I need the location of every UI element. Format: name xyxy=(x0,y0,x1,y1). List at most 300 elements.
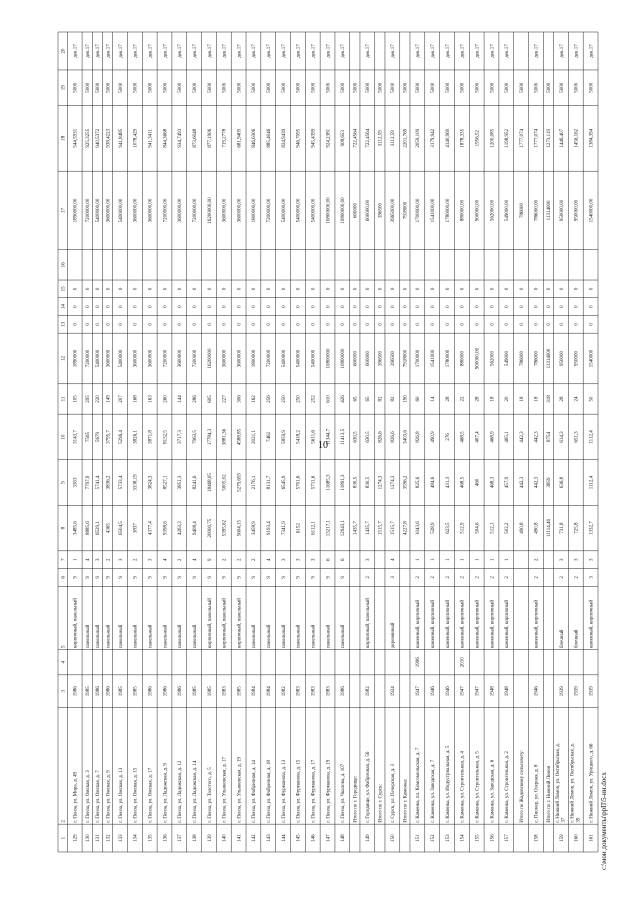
table-cell: 5000 xyxy=(353,82,359,93)
table-cell: 630,5 xyxy=(353,431,359,443)
table-cell: 5859,9 xyxy=(281,430,287,444)
table-cell: 9 xyxy=(311,576,317,579)
table-cell: 1982 xyxy=(366,686,372,697)
table-cell: 0 xyxy=(85,287,91,291)
table-header-cell: 14 xyxy=(61,304,67,310)
table-cell: 14 xyxy=(431,396,437,402)
table-cell: 37 xyxy=(561,817,567,823)
table-cell: г. Каменка, ул. Заводская, д. 7 xyxy=(431,759,437,823)
table-cell: 65 xyxy=(366,396,372,402)
table-cell: каменный, кирпичный xyxy=(475,599,481,649)
table-cell: дек.17 xyxy=(178,44,184,58)
table-cell: 6 xyxy=(326,558,332,561)
table-cell: 600000 xyxy=(366,350,372,366)
table-cell: 0 xyxy=(366,305,372,308)
table-cell: 0 xyxy=(547,323,553,326)
table-cell: г. Каменка, ул. Заводская, д. 6 xyxy=(490,759,496,823)
table-cell: 5000 xyxy=(559,82,565,93)
table-cell: 3836,2 xyxy=(106,475,112,490)
table-cell: 0 xyxy=(353,323,359,326)
table-cell: 2 xyxy=(366,576,372,579)
table-cell: 4365 xyxy=(106,523,112,534)
table-cell: 3965000,00 xyxy=(391,198,397,223)
table-cell: 484,6 xyxy=(431,476,437,489)
table-cell: 945,4399 xyxy=(311,128,317,148)
table-cell: 3 xyxy=(391,576,397,579)
table-cell: 9 xyxy=(163,576,169,579)
table-cell: 5000 xyxy=(341,82,347,93)
table-cell: 0 xyxy=(403,287,409,291)
table-cell: 0 xyxy=(73,323,79,326)
table-cell: 153 xyxy=(445,834,451,842)
table-cell: 7918000 xyxy=(403,349,409,368)
table-cell: 5000 xyxy=(475,82,481,93)
table-cell: 9 xyxy=(118,576,124,579)
table-header-cell: 4 xyxy=(61,660,67,664)
table-cell: 3600000,00 xyxy=(178,198,184,223)
table-cell: дек.17 xyxy=(490,44,496,58)
table-cell: 0 xyxy=(534,287,540,291)
table-cell: Итого по г. Сурск: xyxy=(378,784,384,823)
table-cell: 9 xyxy=(296,576,302,579)
table-cell: 900000,00 xyxy=(475,199,481,222)
table-cell: 0 xyxy=(391,305,397,308)
table-cell: 1112,4 xyxy=(589,475,595,490)
table-cell: Итого по Жадовскому сельсовету: xyxy=(519,750,525,823)
table-cell: г. Пенза, ул. Ульяновская, д. 19 xyxy=(237,756,243,823)
table-cell: 1 xyxy=(490,558,496,561)
table-cell: 396500 xyxy=(378,350,384,366)
table-cell: 9408,4 xyxy=(192,521,198,535)
table-cell: г. Пенза, ул. Фурманова, д. 19 xyxy=(326,759,332,823)
table-cell: 722,4564 xyxy=(366,128,372,148)
table-cell: 276 xyxy=(445,433,451,441)
table-cell: 0 xyxy=(490,323,496,326)
table-cell: 5000 xyxy=(148,82,154,93)
table-cell: 562000,00 xyxy=(490,199,496,222)
table-cell: панельный xyxy=(296,624,302,649)
table-cell: 2 xyxy=(222,558,228,561)
table-cell: 1700000 xyxy=(416,349,422,368)
table-cell: 252 xyxy=(311,395,317,403)
table-cell: 0 xyxy=(574,287,580,291)
table-cell: 946,7095 xyxy=(296,128,302,148)
table-cell: 2059,109 xyxy=(416,128,422,148)
table-cell: 4 xyxy=(163,558,169,561)
table-cell: г. Каменка, ул. Строительная, д. 4 xyxy=(460,751,466,823)
table-cell: 0 xyxy=(431,323,437,326)
table-cell: 0 xyxy=(267,323,273,326)
table-cell: 6504,5 xyxy=(118,521,124,535)
table-cell: 5000 xyxy=(106,82,112,93)
table-cell: 877,1906 xyxy=(207,128,213,148)
table-cell: 1948 xyxy=(505,686,511,697)
table-header-cell: 5 xyxy=(61,645,67,649)
table-cell: г. Пенза, ул. Фурманова, д. 13 xyxy=(281,759,287,823)
table-cell: деревянный xyxy=(391,622,397,649)
table-cell: 0 xyxy=(534,305,540,308)
table-cell: 7963,5 xyxy=(192,430,198,444)
table-cell: 2 xyxy=(445,576,451,579)
table-cell: 2 xyxy=(534,558,540,561)
table-cell: 5000 xyxy=(207,82,213,93)
table-cell: 10800000 xyxy=(341,348,347,369)
table-cell: 1540000,00 xyxy=(589,198,595,223)
table-cell: панельный xyxy=(163,624,169,649)
table-cell: 256 xyxy=(267,395,273,403)
table-cell: 18 xyxy=(534,396,540,402)
table-cell: 0 xyxy=(445,323,451,326)
table-cell: 5711,6 xyxy=(311,475,317,490)
table-cell: кирпичный, панельный xyxy=(207,598,213,649)
table-cell: 512,9 xyxy=(460,522,466,534)
table-cell: 4 xyxy=(85,558,91,561)
table-cell: 3 xyxy=(559,558,565,561)
table-cell: 465,1 xyxy=(505,431,511,443)
table-cell: кирпичный, панельный xyxy=(222,598,228,649)
table-cell: 2 xyxy=(133,558,139,561)
table-cell: 3826,1 xyxy=(133,430,139,444)
table-cell: 295 xyxy=(85,395,91,403)
table-cell: 1541000 xyxy=(431,349,437,368)
table-cell: 8132,5 xyxy=(163,430,169,444)
table-cell: 468,3 xyxy=(490,476,496,489)
table-cell: 1274,3 xyxy=(391,475,397,490)
table-cell: дек.17 xyxy=(281,44,287,58)
table-cell: 3112,59 xyxy=(391,130,397,147)
table-cell: 7797,9 xyxy=(85,475,91,490)
table-cell: 0 xyxy=(192,305,198,308)
table-cell: 130 xyxy=(85,834,91,842)
table-header-cell: 20 xyxy=(61,48,67,54)
table-cell: 4588,85 xyxy=(237,428,243,446)
table-cell: 0 xyxy=(534,323,540,326)
table-cell: 7200000,00 xyxy=(85,198,91,223)
table-cell: 0 xyxy=(353,305,359,308)
table-cell: 5000 xyxy=(281,82,287,93)
table-cell: 3 xyxy=(96,558,102,561)
table-cell: 0 xyxy=(133,287,139,291)
table-cell: г. Пенза, ул. Омская, д. 13 xyxy=(118,767,124,823)
table-cell: 460 xyxy=(475,478,481,487)
table-cell: 5000 xyxy=(534,82,540,93)
table-cell: 3596,2 xyxy=(403,475,409,490)
table-cell: дек.17 xyxy=(222,44,228,58)
footer-path: c:\мои документы\ррП\5-ин.docx xyxy=(600,772,608,870)
table-cell: 0 xyxy=(96,323,102,326)
table-cell: с. Пионер, ул. Озерная, д. 8 xyxy=(534,764,540,823)
table-cell: 152 xyxy=(431,834,437,842)
table-cell: каменный, кирпичный xyxy=(589,599,595,649)
table-cell: 0 xyxy=(118,323,124,326)
table-cell: 16200000,00 xyxy=(207,197,213,224)
table-cell: 2 xyxy=(475,576,481,579)
table-cell: дек.17 xyxy=(192,44,198,58)
table-cell: 934,7493 xyxy=(178,128,184,148)
table-cell: 512,1 xyxy=(490,522,496,534)
table-cell: г. Пенза, ул. Омская, д. 15 xyxy=(133,767,139,823)
table-cell: г. Пенза, ул. Чкалова, д. 107 xyxy=(341,763,347,823)
table-cell: 7200000,00 xyxy=(163,198,169,223)
table-cell: 0 xyxy=(281,287,287,291)
table-cell: дек.17 xyxy=(96,44,102,58)
table-cell: 82 xyxy=(378,396,384,402)
table-cell: 155 xyxy=(475,834,481,842)
table-cell: 0 xyxy=(148,287,154,291)
table-cell: 5000 xyxy=(96,82,102,93)
table-cell: 1947 xyxy=(460,686,466,697)
table-cell: 3 xyxy=(311,558,317,561)
table-cell: 2 xyxy=(559,576,565,579)
table-cell: 950000,00 xyxy=(574,199,580,222)
table-cell: 442,3 xyxy=(519,476,525,489)
table-cell: 0 xyxy=(73,305,79,308)
table-cell: 0 xyxy=(403,323,409,326)
table-cell: дек.17 xyxy=(133,44,139,58)
table-cell: г. Пенза, ул. Фабричная, д. 18 xyxy=(267,760,273,823)
table-cell: 1986 xyxy=(106,686,112,697)
table-cell: 2 xyxy=(106,558,112,561)
table-cell: 0 xyxy=(353,287,359,291)
table-cell: 1986 xyxy=(163,686,169,697)
table-cell: 786000 xyxy=(534,350,540,366)
table-cell: 396500 xyxy=(378,202,384,218)
table-cell: 82 xyxy=(391,396,397,402)
table-cell: 0 xyxy=(445,287,451,291)
table-cell: дек.17 xyxy=(475,44,481,58)
table-cell: 1 xyxy=(460,558,466,561)
table-cell: 18 xyxy=(519,396,525,402)
table-cell: 457,9 xyxy=(505,476,511,489)
table-cell: 9 xyxy=(237,576,243,579)
table-cell: 7341,9 xyxy=(281,521,287,535)
table-cell: 7200000 xyxy=(85,349,91,368)
table-cell: 0 xyxy=(326,305,332,308)
table-cell: 9 xyxy=(222,576,228,579)
table-cell: 6529,1 xyxy=(96,521,102,535)
table-cell: 11314000 xyxy=(547,200,553,221)
table-cell: г. Каменка, ул. Индустриальная, д. 5 xyxy=(445,745,451,823)
table-cell: 1446,407 xyxy=(559,128,565,148)
table-cell: 5000 xyxy=(391,82,397,93)
table-cell: 885,4046 xyxy=(267,128,273,148)
table-cell: кирпичный, панельный xyxy=(366,598,372,649)
table-cell: дек.17 xyxy=(207,44,213,58)
table-cell: 5418,2 xyxy=(296,430,302,444)
table-cell: 1986 xyxy=(96,686,102,697)
table-cell: 938,4223 xyxy=(106,128,112,148)
table-cell: 150 xyxy=(391,834,397,842)
table-cell: 0 xyxy=(311,305,317,308)
table-cell: 250 xyxy=(296,395,302,403)
table-cell: 3600000 xyxy=(106,349,112,368)
table-cell: г. Пенза, ул. Фабричная, д. 14 xyxy=(252,760,258,823)
table-cell: 1924 xyxy=(391,686,397,697)
table-cell: 1956,52 xyxy=(475,130,481,147)
table-cell: 5000 xyxy=(311,82,317,93)
table-cell: 3600000 xyxy=(178,349,184,368)
table-header-cell: 10 xyxy=(61,434,67,440)
table-cell: 731,8 xyxy=(559,522,565,534)
table-cell: 9 xyxy=(96,576,102,579)
table-cell: 9 xyxy=(178,576,184,579)
table-cell: 0 xyxy=(519,287,525,291)
table-cell: 1985 xyxy=(192,686,198,697)
table-cell: 1946 xyxy=(534,686,540,697)
table-cell: 159 xyxy=(559,834,565,842)
table-cell: Итого по г. Каменка: xyxy=(403,778,409,823)
table-cell: 151 xyxy=(416,834,422,842)
table-cell: 1043,6 xyxy=(416,521,422,535)
table-cell: 0 xyxy=(391,287,397,291)
table-cell: 1986 xyxy=(178,686,184,697)
table-cell: 146 xyxy=(311,834,317,842)
table-header-cell: 19 xyxy=(61,85,67,91)
table-cell: 2010 xyxy=(460,657,466,668)
table-cell: 1700000,00 xyxy=(416,198,422,223)
table-cell: 0 xyxy=(106,287,112,291)
table-cell: 1985 xyxy=(85,686,91,697)
table-cell: 431,3 xyxy=(445,476,451,489)
table-cell: 134 xyxy=(133,834,139,842)
table-cell: 0 xyxy=(416,323,422,326)
table-cell: 3 xyxy=(574,558,580,561)
table-cell: 1983 xyxy=(326,686,332,697)
table-cell: 2176,1 xyxy=(252,475,258,490)
table-cell: дек.17 xyxy=(559,44,565,58)
table-cell: 9 xyxy=(106,576,112,579)
table-cell: 0 xyxy=(252,287,258,291)
table-cell: 5741,4 xyxy=(96,475,102,490)
table-cell: 286 xyxy=(192,395,198,403)
table-cell: 0 xyxy=(252,323,258,326)
table-cell: 4377,4 xyxy=(148,521,154,535)
table-cell: 0 xyxy=(118,305,124,308)
table-cell: г. Пенза, ул. Фурманова, д. 17 xyxy=(311,759,317,823)
table-cell: дек.17 xyxy=(431,44,437,58)
table-cell: 1540000 xyxy=(589,349,595,368)
table-cell: 105 xyxy=(73,395,79,403)
table-cell: 1332,7 xyxy=(589,521,595,535)
table-cell: 5000 xyxy=(133,82,139,93)
table-cell: 5296,4 xyxy=(118,430,124,444)
table-cell: 3 xyxy=(118,558,124,561)
table-cell: 5679 xyxy=(96,431,102,442)
table-cell: 65 xyxy=(353,396,359,402)
table-cell: 5701,6 xyxy=(296,475,302,490)
table-cell: 3824,3 xyxy=(148,475,154,490)
table-cell: 0 xyxy=(460,323,466,326)
table-cell: дек.17 xyxy=(326,44,332,58)
table-cell: 0 xyxy=(267,305,273,308)
table-cell: 1986 xyxy=(73,686,79,697)
table-cell: 6545,9 xyxy=(281,475,287,490)
table-header-cell: 2 xyxy=(61,820,67,823)
table-cell: 0 xyxy=(366,323,372,326)
table-cell: дек.17 xyxy=(341,44,347,58)
table-cell: дек.17 xyxy=(267,44,273,58)
table-cell: 5400000 xyxy=(96,349,102,368)
table-cell: 8527,1 xyxy=(163,475,169,490)
table-cell: 144 xyxy=(281,834,287,842)
table-cell: 9 xyxy=(207,576,213,579)
table-cell: 5000 xyxy=(490,82,496,93)
table-cell: 2 xyxy=(252,558,258,561)
table-cell: Итого по г. Городище: xyxy=(353,775,359,823)
table-cell: 28 xyxy=(559,396,565,402)
table-cell: 1541000,00 xyxy=(431,198,437,223)
table-cell: 5005,02 xyxy=(222,474,228,491)
table-cell: 9398,6 xyxy=(163,521,169,535)
table-cell: 0 xyxy=(163,305,169,308)
table-cell: 1890000 xyxy=(73,349,79,368)
table-cell: дек.17 xyxy=(460,44,466,58)
table-cell: г. Каменка, ул. Строительная, д. 2 xyxy=(505,751,511,823)
table-cell: 5400000,00 xyxy=(311,198,317,223)
table-cell: 940,5372 xyxy=(96,128,102,148)
table-cell: дек.17 xyxy=(237,44,243,58)
table-cell: 7462 xyxy=(267,431,273,442)
table-cell: 5000 xyxy=(589,82,595,93)
table-cell: 207 xyxy=(118,395,124,403)
table-cell: 941,3411 xyxy=(148,129,154,148)
table-cell: 143 xyxy=(267,834,273,842)
table-cell: 163 xyxy=(148,395,154,403)
table-cell: 0 xyxy=(178,323,184,326)
table-cell: 9 xyxy=(133,576,139,579)
table-cell: 468,9 xyxy=(490,431,496,443)
table-cell: 3717,3 xyxy=(178,430,184,444)
table-cell: 3881,36 xyxy=(222,428,228,446)
table-header-cell: 11 xyxy=(61,396,67,402)
table-cell: 9193,4 xyxy=(267,521,273,535)
table-cell: 135 xyxy=(148,834,154,842)
table-cell: 924,2381 xyxy=(326,128,332,148)
table-cell: г. Пенза, ул. Ладожская, д. 12 xyxy=(178,760,184,823)
table-cell: 0 xyxy=(490,305,496,308)
table-cell: 0 xyxy=(460,287,466,291)
table-cell: 0 xyxy=(85,323,91,326)
table-cell: 0 xyxy=(445,305,451,308)
table-cell: 826,6 xyxy=(391,431,397,443)
table-cell: 0 xyxy=(85,305,91,308)
table-cell: 148 xyxy=(341,834,347,842)
table-cell: 9 xyxy=(341,576,347,579)
table-cell: панельный xyxy=(106,624,112,649)
table-cell: 1515,7 xyxy=(378,521,384,535)
table-cell: 2 xyxy=(574,576,580,579)
table-cell: 2201,769 xyxy=(403,128,409,148)
table-cell: 1939 xyxy=(559,686,565,697)
table-cell: 1986 xyxy=(148,686,154,697)
table-cell: г. Нижний Ломов, ул. Урицкого, д. 66 xyxy=(589,743,595,823)
table-cell: 1777,074 xyxy=(534,128,540,148)
table-cell: 1 xyxy=(505,558,511,561)
table-cell: г. Пенза, ул. Ладожская, д. 9 xyxy=(163,763,169,823)
table-cell: 1800000 xyxy=(252,349,258,368)
table-cell: 1947 xyxy=(416,686,422,697)
table-cell: 0 xyxy=(106,323,112,326)
table-cell: 7200000 xyxy=(192,349,198,368)
table-cell: 1780000,00 xyxy=(445,198,451,223)
table-cell: дек.17 xyxy=(311,44,317,58)
table-cell: 3795,7 xyxy=(106,430,112,444)
table-cell: 1078,429 xyxy=(133,128,139,148)
table-cell: 5733,4 xyxy=(118,475,124,490)
table-cell: 0 xyxy=(547,287,553,291)
table-cell: 1200,085 xyxy=(490,128,496,148)
table-cell: 0 xyxy=(148,323,154,326)
